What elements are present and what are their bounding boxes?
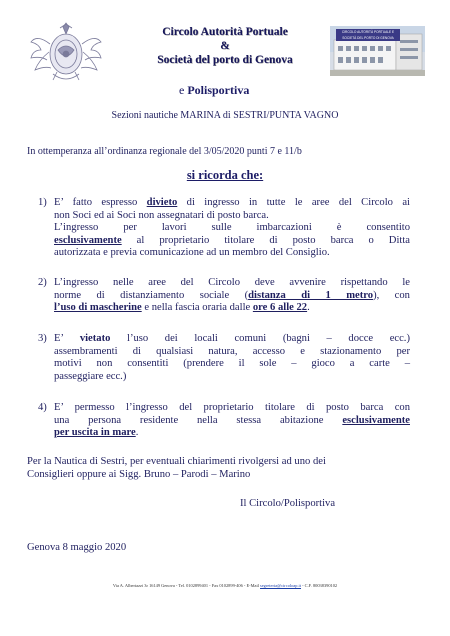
item-text: . [135,427,139,439]
polisportiva-subtitle [179,83,249,98]
item-text: norme di distanziamento sociale ( [54,289,249,301]
item-line: E’ permesso l’ingresso del proprietario titolare di posto barca con [54,402,410,413]
item-text: l’uso dei locali comuni (bagni – docce ecc.) [110,333,410,344]
list-item [38,402,410,440]
emphasis-text: ore 6 alle 22 [252,302,308,314]
item-line: passeggiare ecc.) [54,370,127,382]
item-number: 3) [38,333,47,344]
reminder-heading: si ricorda che: [186,168,264,182]
contact-paragraph [27,456,326,481]
list-item [38,197,410,260]
contact-line-1: Per la Nautica di Sestri, per eventuali chiarimenti rivolgersi ad uno dei [27,456,326,467]
header-title-line-2: & [220,40,230,52]
emphasis-text: vietato [79,333,111,344]
tax-code-text: - C.F. 80038390102 [301,583,338,588]
document-date: Genova 8 maggio 2020 [27,542,127,553]
item-body [54,333,410,383]
item-text: al proprietario titolare di posto barca o Ditta [121,234,410,246]
port-authority-crest-icon [27,20,105,86]
item-line [54,290,410,303]
header-title-line-1: Circolo Autorità Portuale [162,26,288,38]
item-text: E’ [54,333,80,344]
item-line: L’ingresso nelle aree del Circolo deve avvenire rispettando le [54,277,410,288]
item-line [54,333,410,346]
item-line: autorizzata e previa comunicazione ad un membro del Consiglio. [54,247,330,259]
list-item [38,277,410,315]
emphasis-text: per uscita in mare [54,427,136,439]
intro-text: In ottemperanza all’ordinanza regionale del 3/05/2020 punti 7 e 11/b [27,146,302,157]
item-number: 4) [38,402,47,413]
item-line: motivi non consentiti (prendere il sole – gioco a carte – [54,358,410,370]
item-text: una persona residente nella stessa abitazione [54,414,343,426]
subtitle-prefix: e [179,83,188,97]
item-number: 2) [38,277,47,288]
item-line: assembramenti di qualsiasi natura, accesso e stazionamento per [54,345,410,357]
item-text: . [307,302,310,314]
item-line [54,415,410,428]
item-number: 1) [38,197,47,208]
subtitle-name: Polisportiva [187,83,250,97]
emphasis-text: l’uso di mascherine [54,302,142,314]
signature: Il Circolo/Polisportiva [240,498,336,509]
item-line [54,302,410,315]
address-text: Via A. Albertazzi 3r 16149 Genova - Tel. 0102899401 - Fax 0102899-406 - E-Mail [112,583,261,588]
emphasis-text: distanza di 1 metro [248,289,374,301]
clubhouse-building-photo [330,26,425,76]
email-link[interactable]: segreteria@circoloap.it [260,583,301,588]
item-text: ), con [373,289,410,301]
item-body [54,277,410,315]
item-line [54,235,410,248]
item-text: di ingresso in tutte le aree del Circolo ai [177,197,410,208]
item-line [54,197,410,210]
item-text: e nella fascia oraria dalle [141,302,253,314]
item-line: non Soci ed ai Soci non assegnatari di posto barca. [54,209,269,221]
header-title-line-3: Società del porto di Genova [157,54,293,66]
footer-address [0,583,450,588]
item-body [54,402,410,440]
list-item [38,333,410,383]
emphasis-text: esclusivamente [342,414,410,426]
photo-banner: CIRCOLO AUTORITÀ PORTUALE E SOCIETÀ DEL PORTO DI GENOVA [336,29,400,41]
emphasis-text: esclusivamente [54,234,122,246]
item-body [54,197,410,260]
emphasis-text: divieto [146,197,178,208]
header-title [130,25,320,67]
item-line: L’ingresso per lavori sulle imbarcazioni è consentito [54,222,410,234]
contact-line-2: Consiglieri oppure ai Sigg. Bruno – Parodi – Marino [27,468,251,480]
item-text: E’ fatto espresso [54,197,147,208]
item-line [54,427,410,440]
sections-line: Sezioni nautiche MARINA di SESTRI/PUNTA VAGNO [111,110,339,121]
